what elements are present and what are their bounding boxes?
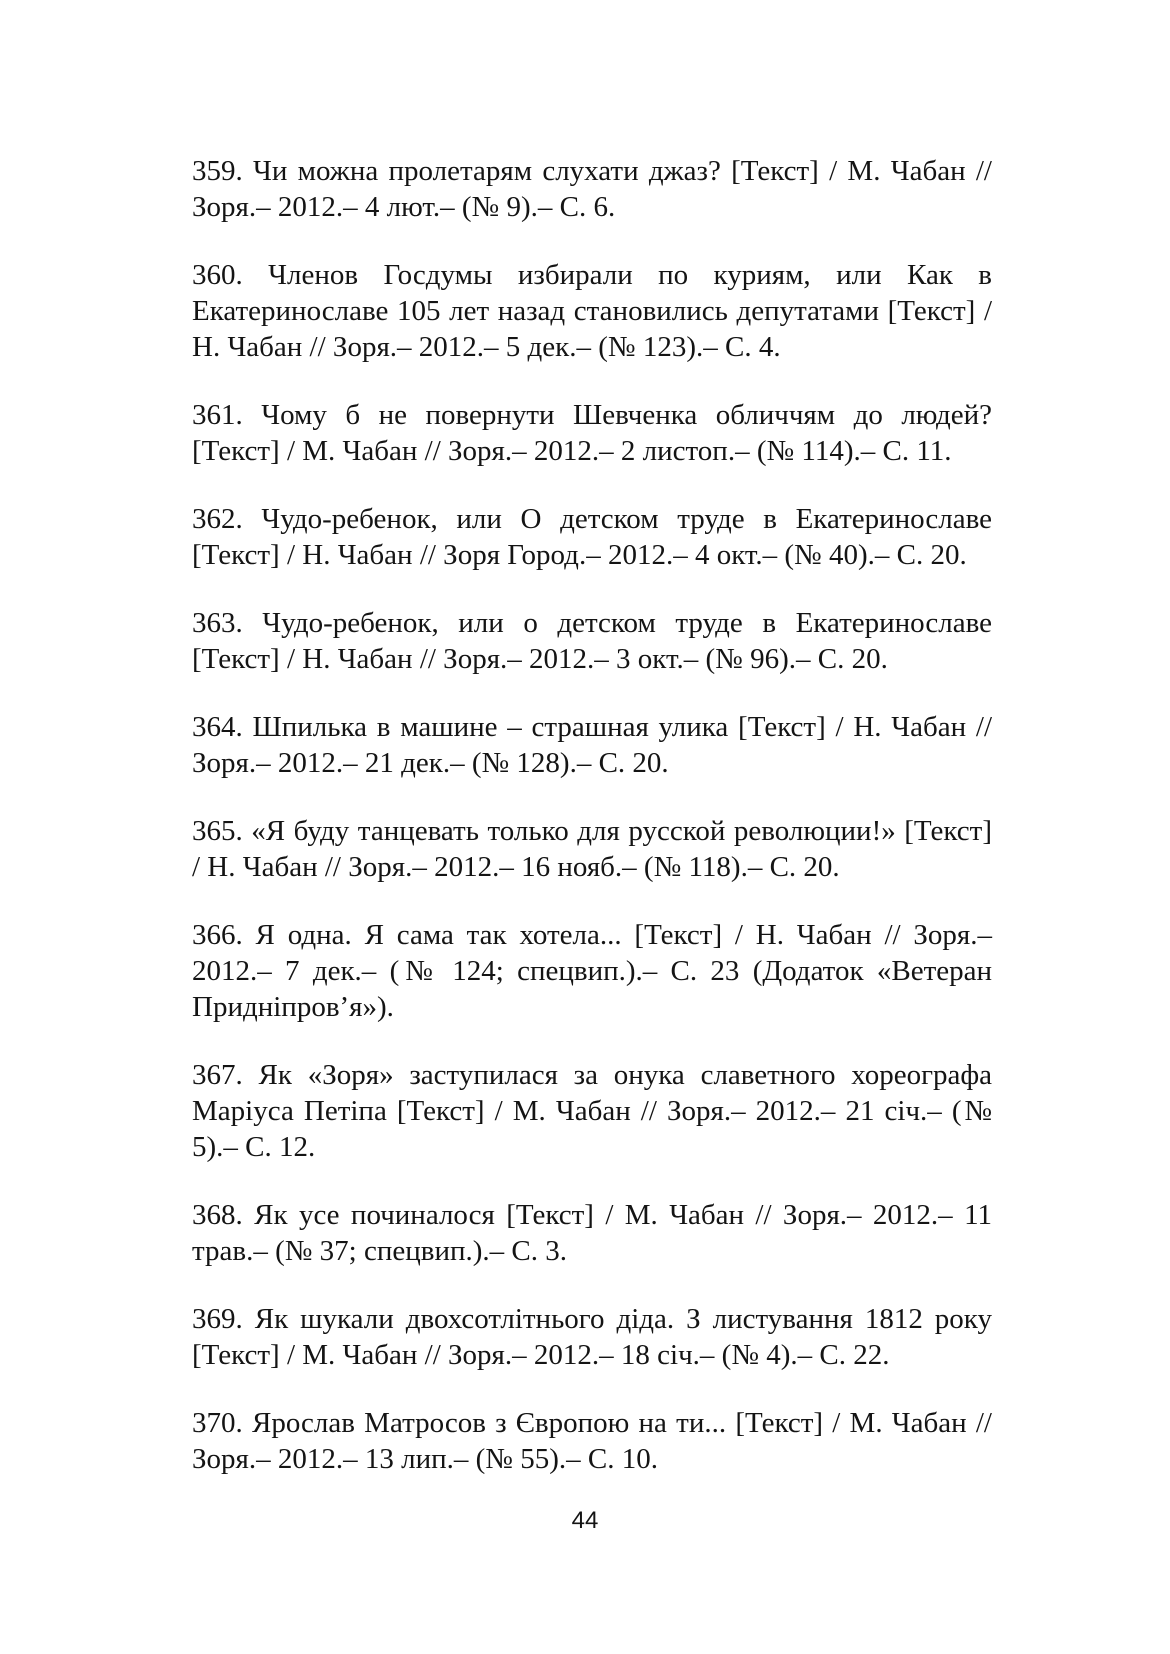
bibliography-entry-362: 362. Чудо-ребенок, или О детском труде в Екатеринославе [Текст] / Н. Чабан // Зоря Город.– 2012.– 4 окт.– (№ 40).– С. 20. [192,503,992,571]
bibliography-entry-359: 359. Чи можна пролетарям слухати джаз? [Текст] / М. Чабан // Зоря.– 2012.– 4 лют.– (№ 9).– С. 6. [192,155,992,223]
bibliography-entry-366: 366. Я одна. Я сама так хотела... [Текст] / Н. Чабан // Зоря.– 2012.– 7 дек.– (№ 124; спецвип.).– С. 23 (Додаток «Ветеран Придніпров’я»). [192,919,992,1023]
bibliography-entry-369: 369. Як шукали двохсотлітнього діда. З листування 1812 року [Текст] / М. Чабан // Зоря.– 2012.– 18 січ.– (№ 4).– С. 22. [192,1303,992,1371]
bibliography-entry-365: 365. «Я буду танцевать только для русской революции!» [Текст] / Н. Чабан // Зоря.– 2012.– 16 нояб.– (№ 118).– С. 20. [192,815,992,883]
bibliography-entry-370: 370. Ярослав Матросов з Європою на ти... [Текст] / М. Чабан // Зоря.– 2012.– 13 лип.– (№ 55).– С. 10. [192,1407,992,1475]
page-number: 44 [571,1507,599,1534]
bibliography-entry-363: 363. Чудо-ребенок, или о детском труде в Екатеринославе [Текст] / Н. Чабан // Зоря.– 2012.– 3 окт.– (№ 96).– С. 20. [192,607,992,675]
bibliography-entry-361: 361. Чому б не повернути Шевченка обличчям до людей? [Текст] / М. Чабан // Зоря.– 2012.– 2 листоп.– (№ 114).– С. 11. [192,399,992,467]
bibliography-entry-360: 360. Членов Госдумы избирали по куриям, или Как в Екатеринославе 105 лет назад становились депутатами [Текст] / Н. Чабан // Зоря.– 2012.– 5 дек.– (№ 123).– С. 4. [192,259,992,363]
bibliography-entry-367: 367. Як «Зоря» заступилася за онука славетного хореографа Маріуса Петіпа [Текст] / М. Чабан // Зоря.– 2012.– 21 січ.– (№ 5).– С. 12. [192,1059,992,1163]
bibliography-list [192,153,992,1509]
bibliography-entry-364: 364. Шпилька в машине – страшная улика [Текст] / Н. Чабан // Зоря.– 2012.– 21 дек.– (№ 128).– С. 20. [192,711,992,779]
bibliography-entry-368: 368. Як усе починалося [Текст] / М. Чабан // Зоря.– 2012.– 11 трав.– (№ 37; спецвип.).– С. 3. [192,1199,992,1267]
